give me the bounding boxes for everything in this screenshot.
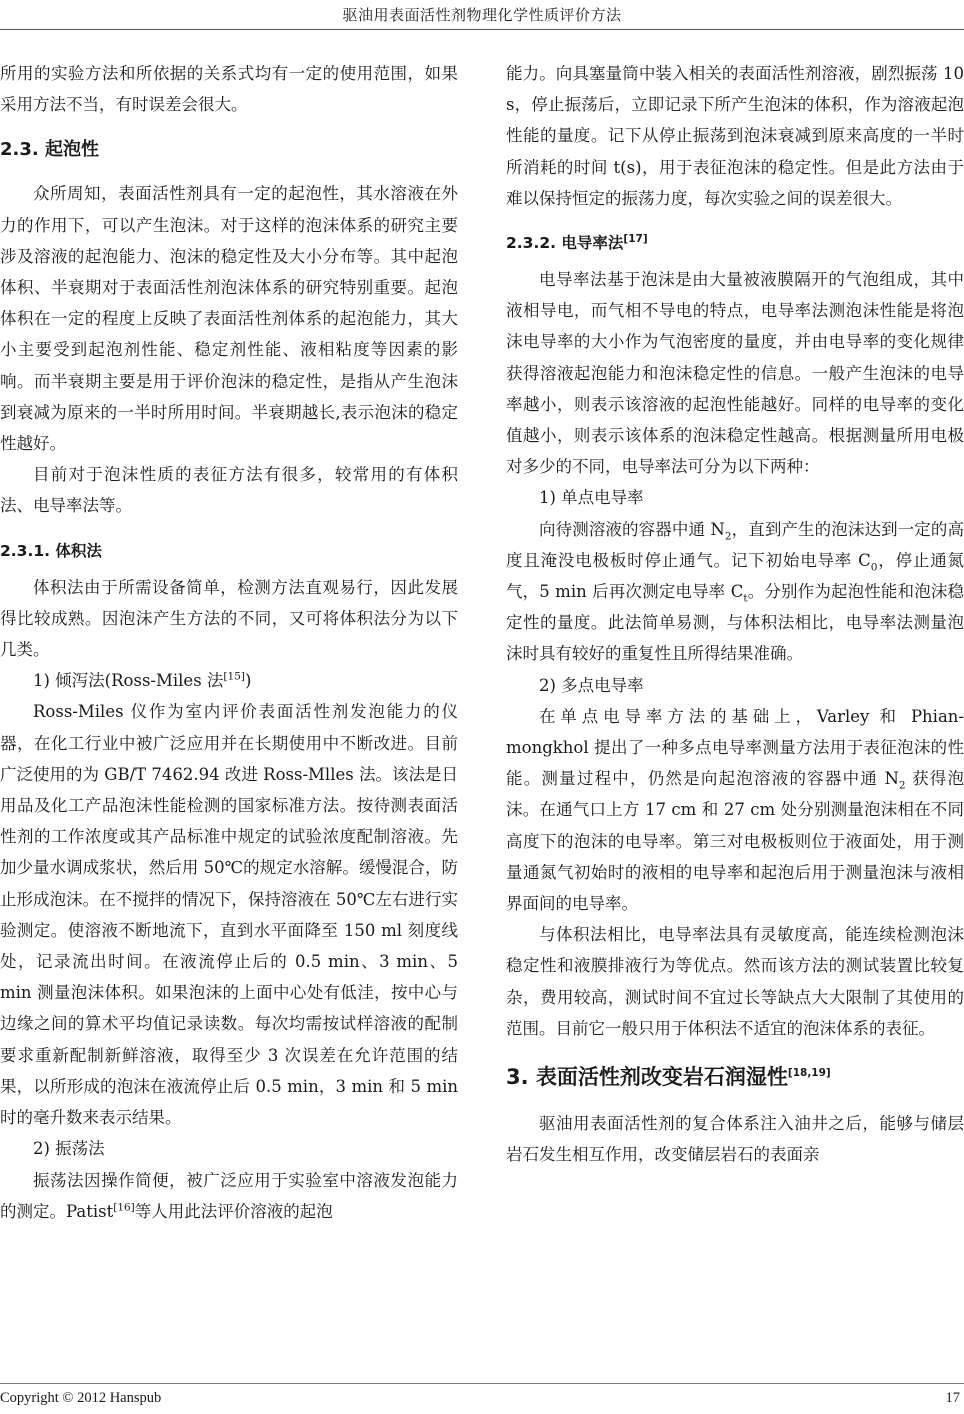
paragraph: 驱油用表面活性剂的复合体系注入油井之后，能够与储层岩石发生相互作用，改变储层岩石的表面亲 (506, 1114, 964, 1165)
paragraph-text: 获得泡沫。在通气口上方 17 cm 和 27 cm 处分别测量泡沫相在不同高度下的泡沫的电导率。第三对电极板则位于液面处，用于测量通氮气初始时的液相的电导率和起泡后用于测量泡沫与液相界面间的电导率。 (506, 769, 964, 914)
list-item-pouring-method (0, 665, 458, 696)
citation: [16] (113, 1201, 135, 1214)
subscript: t (743, 592, 748, 605)
heading-text: 2.3.2. 电导率法 (506, 234, 624, 253)
paragraph-text: ，直到产生的泡沫达到一定的高度且淹没电极板时停止通气。记下初始电导率 C (506, 519, 964, 570)
list-item-single-point: 1) 单点电导率 (539, 488, 644, 508)
list-item-shaking-method: 2) 振荡法 (33, 1139, 105, 1159)
right-column (506, 58, 964, 1171)
paragraph (506, 514, 964, 670)
citation: [18,19] (787, 1067, 831, 1080)
citation: [17] (623, 232, 648, 245)
section-heading-2-3-1: 2.3.1. 体积法 (0, 541, 102, 560)
paragraph (506, 701, 964, 919)
paragraph: Ross-Miles 仪作为室内评价表面活性剂发泡能力的仪器，在化工行业中被广泛应用并在长期使用中不断改进。目前广泛使用的为 GB/T 7462.94 改进 Ross-Mlles 法。该法是日用品及化工产品泡沫性能检测的国家标准方法。按待测表面活性剂的工作浓度或其产品标准中规定的试验浓度配制溶液。先加少量水调成浆状，然后用 50℃的规定水溶解。缓慢混合，防止形成泡沫。在不搅拌的情况下，保持溶液在 50℃左右进行实验测定。使溶液不断地流下，直到水平面降至 150 ml 刻度线处，记录流出时间。在液流停止后的 0.5 min、3 min、5 min 测量泡沫体积。如果泡沫的上面中心处有低洼，按中心与边缘之间的算术平均值记录读数。每次均需按试样溶液的配制要求重新配制新鲜溶液，取得至少 3 次误差在允许范围的结果，以所形成的泡沫在液流停止后 0.5 min，3 min 和 5 min 时的毫升数来表示结果。 (0, 702, 458, 1128)
subscript: 2 (898, 779, 906, 792)
paragraph: 体积法由于所需设备简单，检测方法直观易行，因此发展得比较成熟。因泡沫产生方法的不同，又可将体积法分为以下几类。 (0, 577, 458, 660)
heading-text: 3. 表面活性剂改变岩石润湿性 (506, 1065, 788, 1090)
paragraph-text: 振荡法因操作简便，被广泛应用于实验室中溶液发泡能力的测定。Patist (0, 1170, 458, 1221)
paragraph-text: 等人用此法评价溶液的起泡 (134, 1201, 333, 1221)
paragraph (0, 1165, 458, 1227)
section-heading-2-3: 2.3. 起泡性 (0, 139, 99, 161)
paragraph-text: 。分别作为起泡性能和泡沫稳定性的量度。此法简单易测，与体积法相比，电导率法测量泡沫时具有较好的重复性且所得结果准确。 (506, 582, 964, 664)
paragraph: 众所周知，表面活性剂具有一定的起泡性，其水溶液在外力的作用下，可以产生泡沫。对于这样的泡沫体系的研究主要涉及溶液的起泡能力、泡沫的稳定性及大小分布等。其中起泡体积、半衰期对于表面活性剂泡沫体系的研究特别重要。起泡体积在一定的程度上反映了表面活性剂体系的起泡能力，其大小主要受到起泡剂性能、稳定剂性能、液相粘度等因素的影响。而半衰期主要是用于评价泡沫的稳定性，是指从产生泡沫到衰减为原来的一半时所用时间。半衰期越长,表示泡沫的稳定性越好。 (0, 184, 458, 454)
citation: [15] (223, 670, 245, 683)
paragraph-text: ，停止通氮气，5 min 后再次测定电导率 C (506, 550, 964, 602)
header-rule (0, 29, 964, 30)
paragraph: 与体积法相比，电导率法具有灵敏度高，能连续检测泡沫稳定性和液膜排液行为等优点。然而该方法的测试装置比较复杂，费用较高，测试时间不宜过长等缺点大大限制了其使用的范围。目前它一般只用于体积法不适宜的泡沫体系的表征。 (506, 925, 964, 1038)
paragraph-text: 在单点电导率方法的基础上，Varley 和 Phian-mongkhol 提出了一种多点电导率测量方法用于表征泡沫的性能。测量过程中，仍然是向起泡溶液的容器中通 N (506, 706, 964, 789)
paragraph: 所用的实验方法和所依据的关系式均有一定的使用范围，如果采用方法不当，有时误差会很大。 (0, 64, 458, 115)
paragraph: 能力。向具塞量筒中装入相关的表面活性剂溶液，剧烈振荡 10 s，停止振荡后，立即记录下所产生泡沫的体积，作为溶液起泡性能的量度。记下从停止振荡到泡沫衰减到原来高度的一半时所消耗的时间 t(s)，用于表征泡沫的稳定性。但是此方法由于难以保持恒定的振荡力度，每次实验之间的误差很大。 (506, 64, 964, 208)
section-heading-2-3-2 (506, 228, 964, 258)
paragraph-text: 向待测溶液的容器中通 N (539, 519, 725, 539)
page-number: 17 (945, 1390, 960, 1406)
paragraph: 目前对于泡沫性质的表征方法有很多，较常用的有体积法、电导率法等。 (0, 465, 458, 516)
list-item-text: ) (244, 671, 252, 691)
paragraph: 电导率法基于泡沫是由大量被液膜隔开的气泡组成，其中液相导电，而气相不导电的特点，电导率法测泡沫性能是将泡沫电导率的大小作为气泡密度的量度，并由电导率的变化规律获得溶液起泡能力和泡沫稳定性的信息。一般产生泡沫的电导率越小，则表示该溶液的起泡性能越好。同样的电导率的变化值越小，则表示该体系的泡沫稳定性越高。根据测量所用电极对多少的不同，电导率法可分为以下两种： (506, 270, 964, 477)
list-item-text: 1) 倾泻法(Ross-Miles 法 (33, 671, 224, 691)
list-item-multi-point: 2) 多点电导率 (539, 675, 644, 695)
subscript: 2 (724, 529, 732, 542)
copyright-notice: Copyright © 2012 Hanspub (0, 1390, 162, 1406)
running-header: 驱油用表面活性剂物理化学性质评价方法 (342, 6, 622, 24)
left-column (0, 58, 458, 1227)
footer-rule (0, 1383, 964, 1384)
subscript: 0 (870, 561, 878, 574)
section-heading-3 (506, 1060, 964, 1094)
